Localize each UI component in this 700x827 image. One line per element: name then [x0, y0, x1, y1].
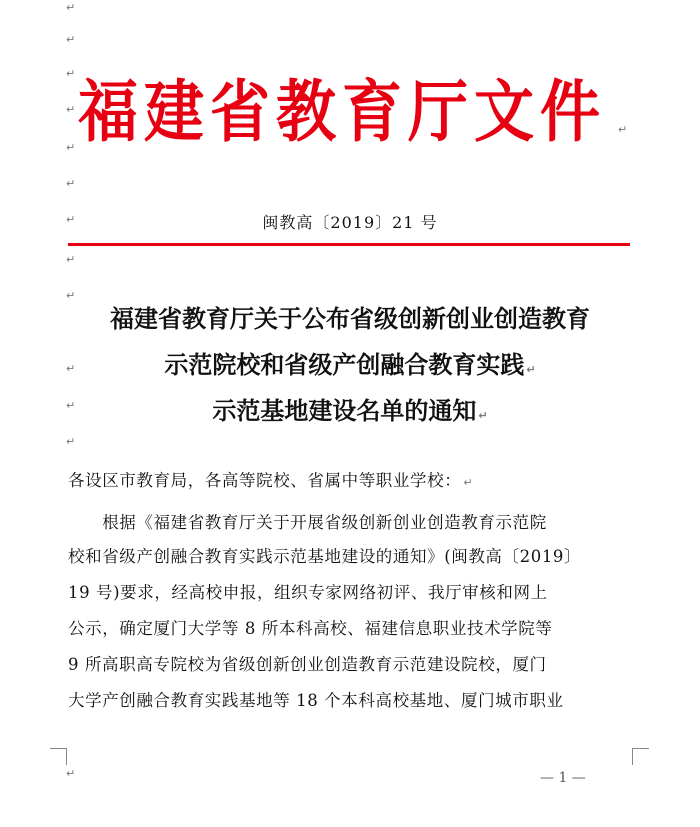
body-text-line: 19 号)要求，经高校申报，组织专家网络初评、我厅审核和网上	[68, 583, 548, 602]
paragraph-mark: ↵	[66, 362, 76, 375]
paragraph-mark: ↵	[478, 409, 488, 422]
page-number: — 1 —	[540, 770, 586, 786]
notice-title-line-2: 示范院校和省级产创融合教育实践 ↵	[164, 350, 536, 379]
document-number: 闽教高〔2019〕21 号	[262, 213, 438, 232]
paragraph-mark: ↵	[66, 33, 76, 46]
paragraph-mark: ↵	[66, 399, 76, 412]
paragraph-mark: ↵	[66, 1, 76, 14]
notice-title-line-1: 福建省教育厅关于公布省级创新创业创造教育	[110, 304, 590, 333]
paragraph-mark: ↵	[66, 289, 76, 302]
document-banner-title: 福建省教育厅文件	[78, 73, 606, 152]
red-separator-line	[68, 243, 630, 246]
paragraph-mark: ↵	[66, 435, 76, 448]
body-text-line: 9 所高职高专院校为省级创新创业创造教育示范建设院校，厦门	[68, 655, 547, 674]
paragraph-mark: ↵	[66, 253, 76, 266]
paragraph-mark: ↵	[526, 363, 536, 376]
body-text-line: 公示，确定厦门大学等 8 所本科高校、福建信息职业技术学院等	[68, 619, 553, 638]
paragraph-mark: ↵	[66, 141, 76, 154]
paragraph-mark: ↵	[66, 177, 76, 190]
body-text-line: 大学产创融合教育实践基地等 18 个本科高校基地、厦门城市职业	[68, 691, 564, 710]
body-text-line: 根据《福建省教育厅关于开展省级创新创业创造教育示范院	[68, 513, 547, 532]
notice-title-line-3: 示范基地建设名单的通知 ↵	[212, 396, 488, 425]
salutation: 各设区市教育局，各高等院校、省属中等职业学校： ↵	[68, 471, 474, 490]
paragraph-mark: ↵	[463, 476, 474, 489]
paragraph-mark: ↵	[618, 123, 628, 136]
paragraph-mark: ↵	[66, 67, 76, 80]
paragraph-mark: ↵	[66, 103, 76, 116]
margin-corner-mark-right	[632, 748, 649, 765]
paragraph-mark: ↵	[66, 767, 76, 780]
margin-corner-mark-left	[50, 748, 67, 765]
body-text-line: 校和省级产创融合教育实践示范基地建设的通知》(闽教高〔2019〕	[68, 547, 582, 566]
paragraph-mark: ↵	[66, 213, 76, 226]
